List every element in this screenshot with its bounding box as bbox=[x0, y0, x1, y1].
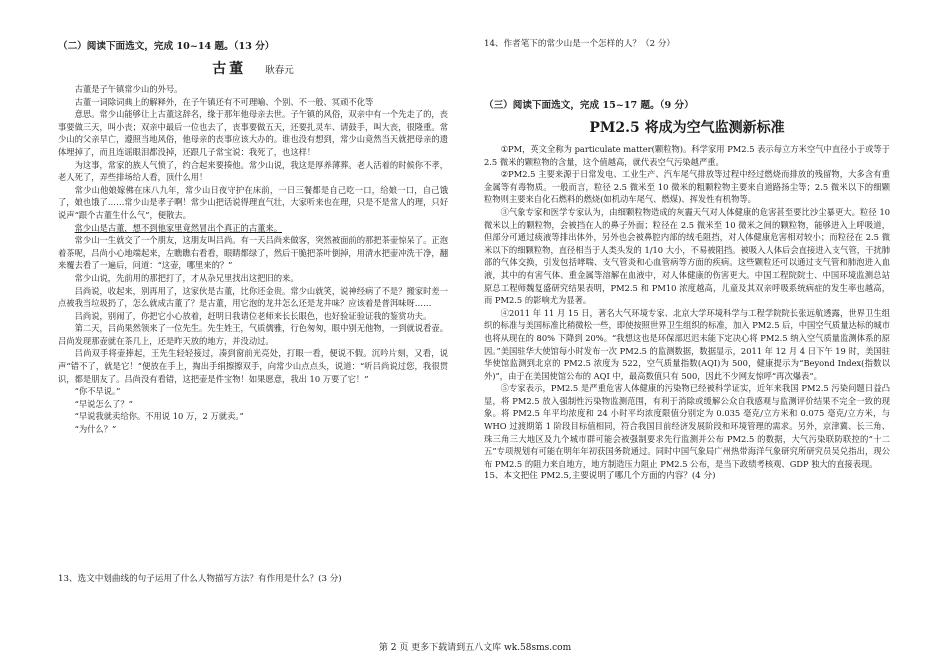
article-paragraph: ②PM2.5 主要来源于日常发电、工业生产、汽车尾气排放等过程中经过燃烧而排放的残留物，大多含有重金属等有毒物质。一般而言，粒径 2.5 微米至 10 微米的粗颗粒物主要来自道路扬尘等；2.5 微米以下的细颗粒物则主要来自化石燃料的燃烧(如机动车尾气、燃煤)、挥发性有机物等。 bbox=[484, 169, 890, 205]
story-dialogue: “为什么？” bbox=[74, 424, 117, 435]
article-title: PM2.5 将成为空气监测新标准 bbox=[589, 120, 785, 136]
section-heading-three: （三）阅读下面选文，完成 15~17 题。（9 分） bbox=[484, 100, 694, 111]
story-paragraph: 古董是子午镇常少山的外号。 bbox=[74, 84, 183, 94]
story-paragraph: 吕尚双手将壶捧起，王先生轻轻接过，凑到窗前光亮处，打眼一看，便说不假。沉吟片刻，又看，说声“错不了，就是它！”便放在手上，掏出手绢擦擦双手，向常少山点点头，说道：“听吕尚说过您，我很贯识，都是朋友了。吕尚没有看错，这把壶是件宝物！如果愿意，我出 10 万要了它！” bbox=[58, 348, 448, 384]
article-paragraph: ③气象专家和医学专家认为，由细颗粒物造成的灰霾天气对人体健康的危害甚至要比沙尘暴更大。粒径 10 微米以上的颗粒物，会被挡在人的鼻子外面；粒径在 2.5 微米至 10 微米之间的颗粒物，能够进入上呼吸道，但部分可通过痰液等排出体外，另外也会被鼻腔内部的绒毛阻挡，对人体健康危害相对较小；而粒径在 2.5 微米以下的细颗粒物，直径相当于人类头发的 1/10 大小，不易被阻挡。被吸入人体后会直接进入支气管，干扰肺部的气体交换，引发包括哮喘、支气管炎和心血管病等方面的疾病。这些颗粒还可以通过支气管和肺泡进入血液，其中的有害气体、重金属等溶解在血液中，对人体健康的伤害更大。中国工程院院士、中国环境监测总站原总工程师魏复盛研究结果表明，PM2.5 和 PM10 浓度越高，儿童及其双亲呼吸系统病症的发生率也越高，而 PM2.5 的影响尤为显著。 bbox=[484, 206, 890, 306]
story-author: 耿春元 bbox=[265, 65, 294, 76]
question-15: 15、本文把住 PM2.5,主要说明了哪几个方面的内容？(4 分) bbox=[484, 471, 716, 482]
story-paragraph-underlined bbox=[58, 222, 448, 235]
article-paragraph: ①PM，英文全称为 particulate matter(颗粒物)。科学家用 PM2.5 表示每立方米空气中直径小于或等于 2.5 微米的颗粒物的含量，这个值越高，就代表空气污染越严重。 bbox=[484, 144, 890, 167]
article-paragraph: ④2011 年 11 月 15 日，著名大气环境专家、北京大学环境科学与工程学院院长张远航透露，世界卫生组织的标准与美国标准比稍微松一些，即使按照世界卫生组织的标准，加入 PM2.5 后，中国空气质量达标的城市也将从现在的 80% 下降到 20%。“我想这也是环保部迟迟未能下定决心将 PM2.5 纳入空气质量监测体系的原因。”美国驻华大使馆每小时发布一次 PM2.5 的监测数据，数据显示，2011 年 12 月 4 日下午 19 时，美国驻华使馆监测到北京的 PM2.5 浓度为 522，空气质量指数(AQI)为 500，健康提示为“Beyond Index(指数以外)”，由于在美国使馆公布的 AQI 中，最高数值只有 500，因此不少网友惊呼“再次爆表”。 bbox=[484, 307, 890, 381]
story-paragraph: 为这事，常家的族人气愤了，约合起来要揍他。常少山说，我这是厚养薄葬。老人活着的时候你不孝，老人死了，弄些排场给人看，顶什么用！ bbox=[58, 159, 448, 183]
story-paragraph: 吕尚说，收起来，别再用了，这家伙是古董，比你还金贵。常少山就笑，说神经病了不是？搬家时差一点被我当垃圾扔了，怎么就成古董了？是古董，用它泡的龙井怎么还是龙井味？应该着是普洱味呀…… bbox=[58, 285, 448, 309]
story-dialogue: “你不早说。” bbox=[74, 386, 121, 397]
story-paragraph: 吕尚说，别闹了，你把它小心放着，赶明日我请位老师来长长眼色，也好验证验证我的鉴赏功夫。 bbox=[74, 310, 432, 321]
section-heading-two: （二）阅读下面选文，完成 10~14 题。（13 分） bbox=[58, 41, 275, 52]
story-title-row bbox=[58, 58, 448, 78]
story-paragraph: 第二天，吕尚果然领来了一位先生。先生姓王，气质儒雅，行色匆匆，眼中别无他物，一到就说看壶。吕尚发现那壶就在茶几上，还是昨天放的地方，并没动过。 bbox=[58, 323, 448, 346]
question-14: 14、作者笔下的常少山是一个怎样的人？（2 分） bbox=[484, 39, 676, 49]
story-paragraph: 意思。常少山能够让上古董这辞名，缘于那年他母亲去世。子午镇的风俗，双亲中有一个先走了的，丧事要做三天，叫小丧；双亲中最后一位也去了，丧事要做五天，还要扎灵车、请鼓手，叫大丧，很隆重。常少山的父亲早亡，遵照当地风俗，他母亲的丧事应该大办的。谁也没有想到，常少山竟然当天就把母亲的遗体埋掉了，而且连谣眼泪都没掉，还跟几子常宝说：我死了，也这样！ bbox=[58, 109, 448, 157]
underlined-sentence: 常少山是古董，想不到他家里竟然冒出个真正的古董来。 bbox=[74, 222, 283, 233]
article-paragraph: ⑤专家表示，PM2.5 是严重危害人体健康的污染物已经被科学证实，近年来我国 PM2.5 污染问题日益凸显，将 PM2.5 放入强制性污染物监测范围，有利于消除或缓解公众自我感观与监测评价结果不完全一致的现象。将 PM2.5 年平均浓度和 24 小时平均浓度限值分别定为 0.035 毫克/立方米和 0.075 毫克/立方米，与 WHO 过渡期第 1 阶段目标值相同，符合我国目前经济发展阶段和环境管理的需求。另外，京津冀、长三角、珠三角三大地区及九个城市群可能会被强制要求先行监测并公布 PM2.5 的数据，大气污染联防联控的“十二五”专项规划有可能在明年年初获国务院通过。同时中国气象局广州热带海洋气象研究所研究员吴兑指出，现公布 PM2.5 的阻力来自地方，地方制造压力阻止 PM2.5 公布，是当下政绩考核观、GDP 独大的直接表现。 bbox=[484, 383, 890, 469]
left-column bbox=[58, 38, 448, 436]
story-paragraph: 常少山一生就交了一个朋友，这朋友叫吕尚。有一天吕尚来做客，突然被面前的那把茶壶惊呆了。正泡着茶呢，吕尚小心地端起来，左瞧瞧右看看，眼睛都绿了，然后干脆把茶叶倒掉，用清水把壶冲洗干净，翻来覆去看了一遍后，问道：“这壶，哪里来的？” bbox=[58, 235, 448, 271]
story-paragraph: 古董一词除词典上的解释外，在子午镇还有不可理喻、个别、不一般、冥顽不化等 bbox=[74, 96, 374, 107]
story-dialogue: “早说我就卖给你。不用说 10 万，2 万就卖。” bbox=[74, 411, 244, 422]
story-paragraph: 常少山说，先前用的那把打了，才从杂兄里找出这把旧的来。 bbox=[74, 272, 299, 283]
story-dialogue: “早说怎么了？” bbox=[74, 398, 133, 409]
story-paragraph: 常少山他娘嫁佛在床八九年，常少山日夜守护在床前，一日三餐都是自己吃一口，给娘一口，自己饿了，娘也饿了……常少山是孝子啊！常少山把话说得理直气壮，大家听来也在理，只是不是常人的理，只好说声“跟个古董生什么气”，便散去。 bbox=[58, 184, 448, 220]
question-13: 13、选文中划曲线的句子运用了什么人物描写方法？有作用是什么？(3 分) bbox=[58, 574, 342, 584]
page-footer: 第 2 页 更多下载请到五八文库 wk.58sms.com bbox=[378, 643, 572, 653]
right-column bbox=[484, 38, 890, 483]
story-title: 古董 bbox=[212, 61, 247, 77]
